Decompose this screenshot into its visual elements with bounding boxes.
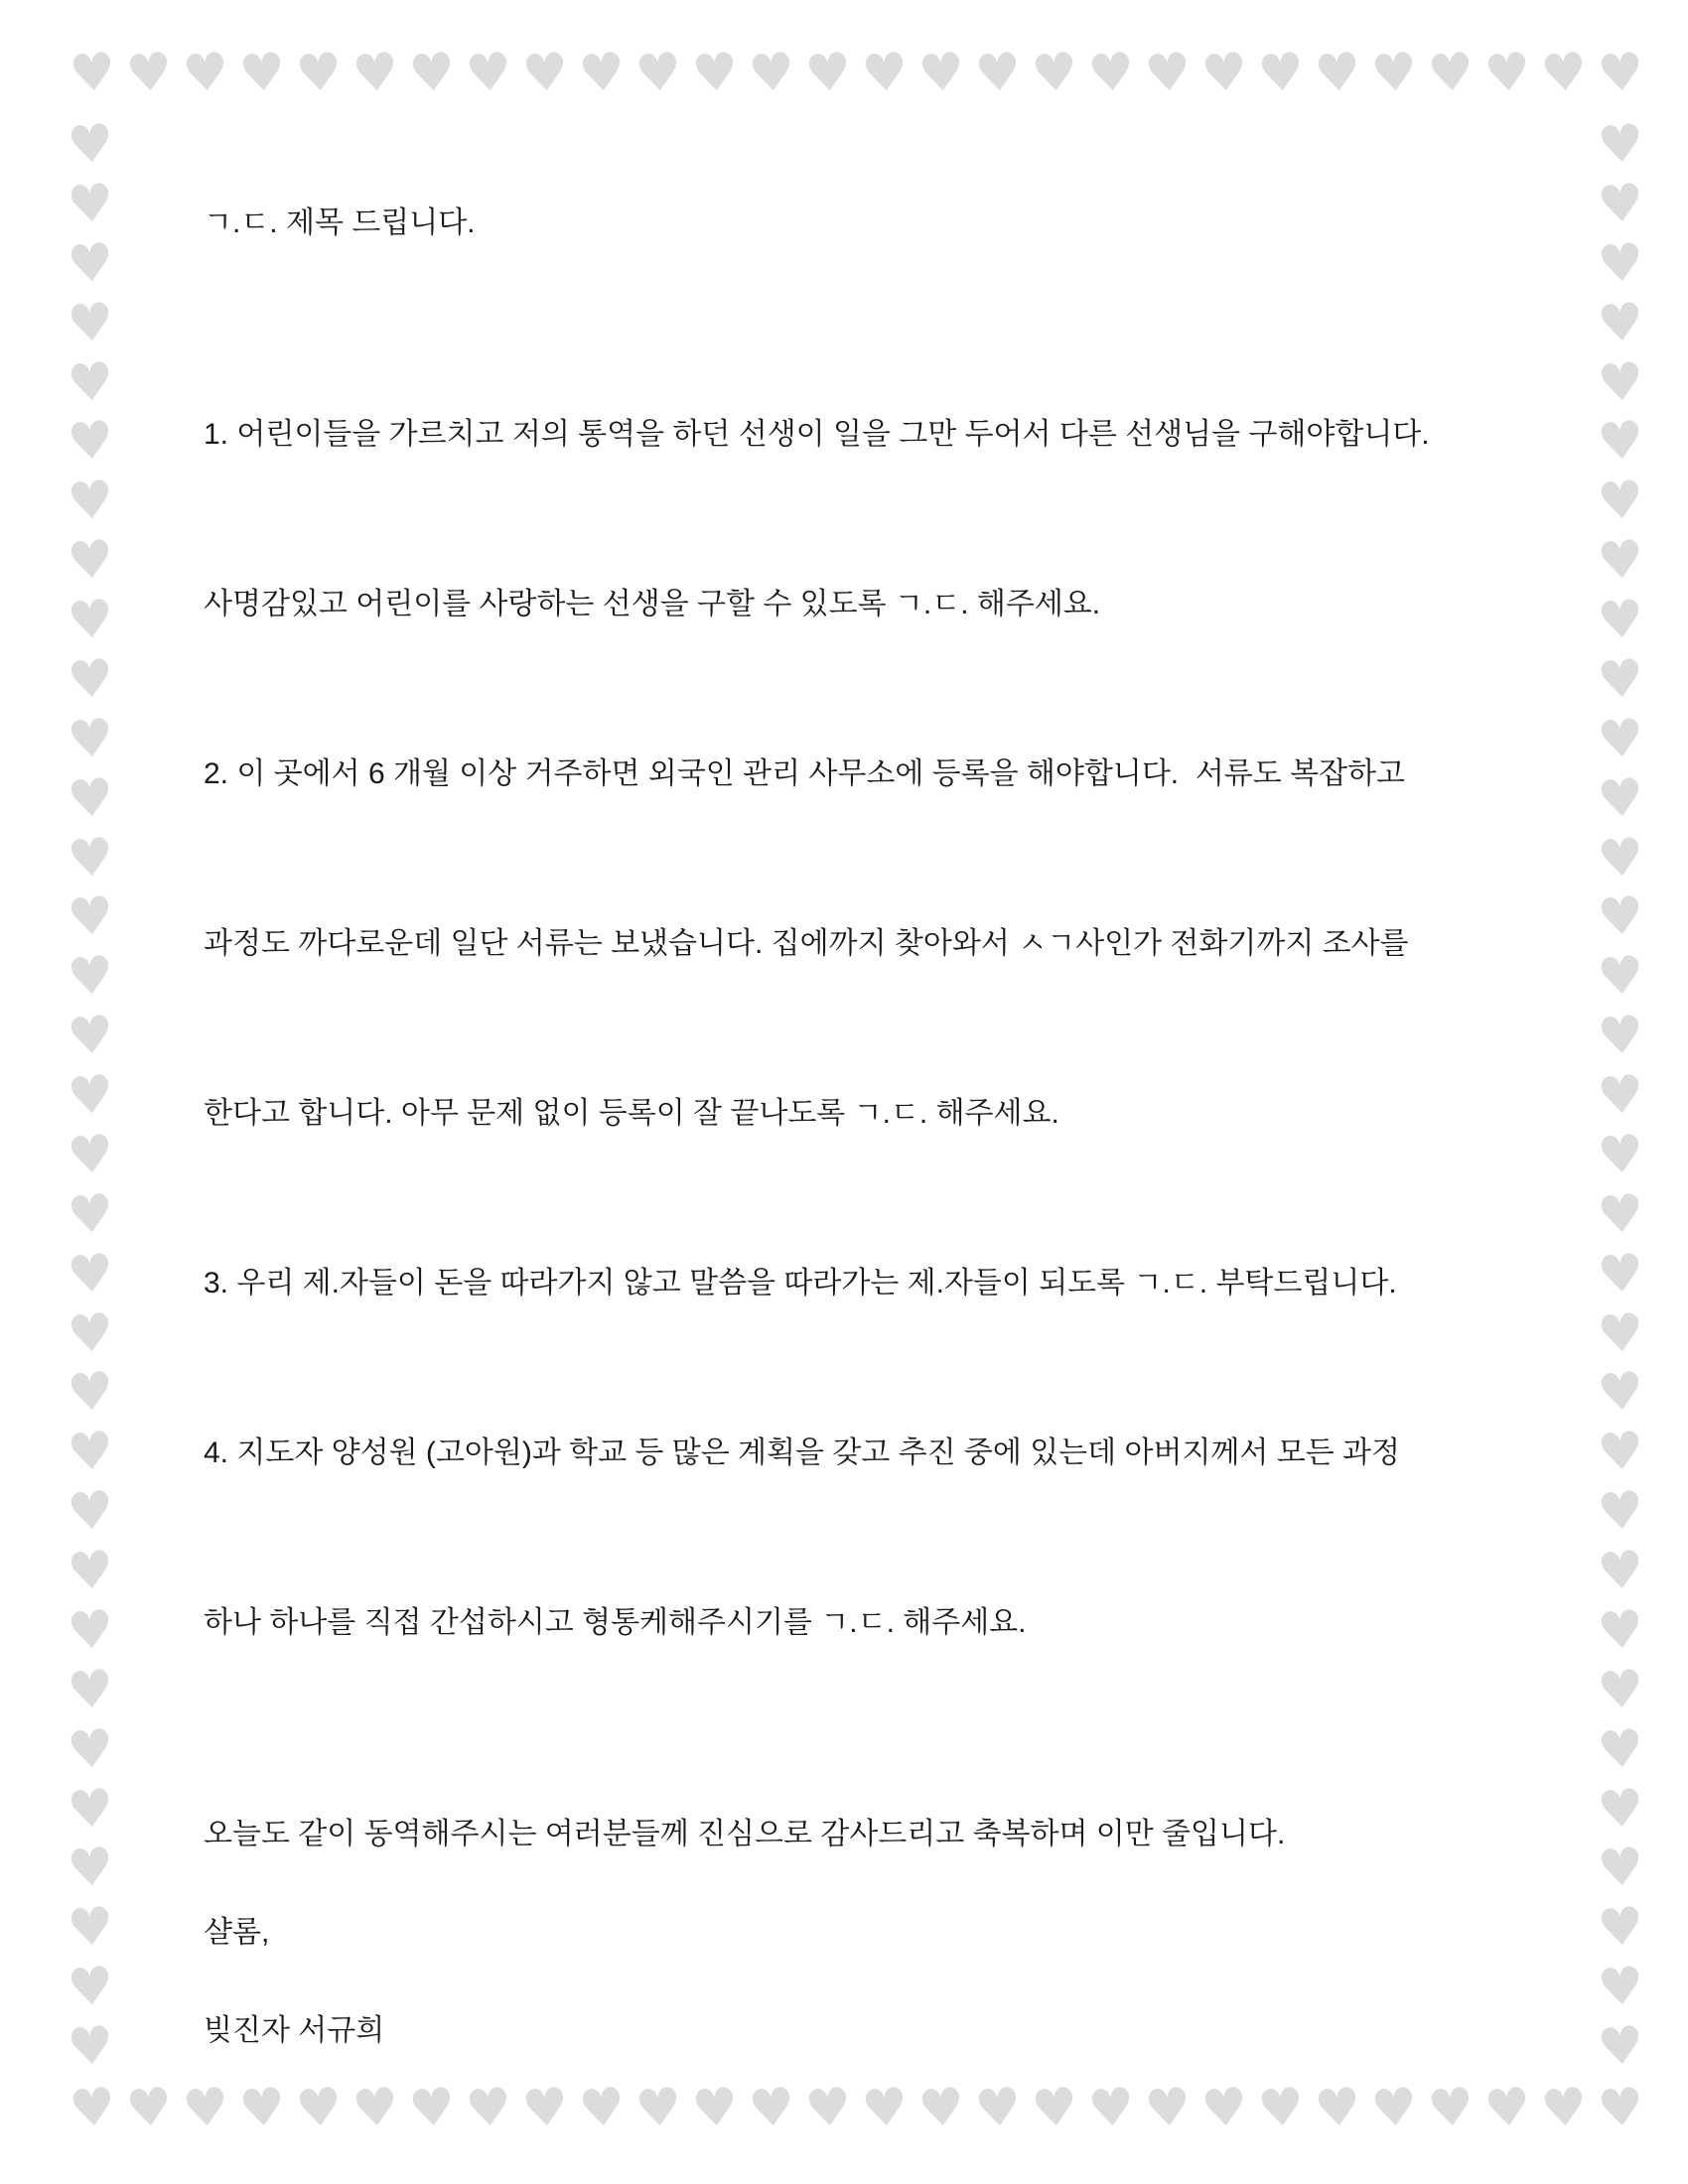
prayer-items — [204, 293, 1489, 1764]
heart-icon: ♥ — [65, 1361, 117, 1426]
heart-border-right — [1595, 113, 1647, 2079]
prayer-line: 2. 이 곳에서 6 개월 이상 거주하면 외국인 관리 사무소에 등록을 해야합니다. 서류도 복잡하고 — [204, 757, 1406, 790]
heart-icon: ♥ — [1481, 2077, 1534, 2140]
heart-icon: ♥ — [1085, 42, 1138, 105]
heart-icon: ♥ — [1595, 291, 1647, 355]
heart-icon: ♥ — [1029, 2077, 1081, 2140]
heart-icon: ♥ — [1595, 826, 1647, 890]
heart-icon: ♥ — [915, 2077, 968, 2140]
heart-icon: ♥ — [1595, 1540, 1647, 1603]
prayer-line: 과정도 까다로운데 일단 서류는 보냈습니다. 집에까지 찾아와서 ㅅㄱ사인가 전화기까지 조사를 — [204, 927, 1409, 960]
heart-icon: ♥ — [463, 42, 515, 105]
heart-icon: ♥ — [1595, 172, 1647, 236]
prayer-line: 하나 하나를 직접 간섭하시고 형통케해주시기를 ㄱ.ㄷ. 해주세요. — [204, 1606, 1027, 1639]
salutation: 샬롬, — [204, 1916, 270, 1949]
heart-icon: ♥ — [1595, 1182, 1647, 1247]
heart-icon: ♥ — [915, 42, 968, 105]
heart-icon: ♥ — [1595, 42, 1647, 105]
heart-icon: ♥ — [1595, 1361, 1647, 1426]
closing-line: 오늘도 같이 동역해주시는 여러분들께 진심으로 감사드리고 축복하며 이만 줄입니다. — [204, 1818, 1286, 1850]
heart-icon: ♥ — [1595, 1658, 1647, 1722]
letter-content — [204, 195, 1489, 2101]
heart-icon: ♥ — [65, 410, 117, 475]
heart-border-top — [67, 42, 1647, 105]
heart-icon: ♥ — [1595, 1956, 1647, 2020]
heart-icon: ♥ — [350, 42, 402, 105]
heart-icon: ♥ — [463, 2077, 515, 2140]
heart-icon: ♥ — [65, 231, 117, 296]
heart-icon: ♥ — [1538, 42, 1591, 105]
heart-icon: ♥ — [65, 945, 117, 1010]
heart-icon: ♥ — [65, 1182, 117, 1247]
heart-icon: ♥ — [67, 2077, 119, 2140]
heart-icon: ♥ — [1595, 1896, 1647, 1961]
heart-icon: ♥ — [633, 42, 685, 105]
heart-icon: ♥ — [689, 42, 742, 105]
heart-icon: ♥ — [65, 529, 117, 594]
heart-icon: ♥ — [65, 1064, 117, 1128]
heart-icon: ♥ — [65, 826, 117, 890]
heart-icon: ♥ — [1595, 589, 1647, 652]
prayer-line: 4. 지도자 양성원 (고아원)과 학교 등 많은 계획을 갖고 추진 중에 있는데 아버지께서 모든 과정 — [204, 1436, 1400, 1469]
heart-icon: ♥ — [180, 2077, 232, 2140]
heart-icon: ♥ — [1368, 2077, 1421, 2140]
heart-border-left — [65, 113, 117, 2079]
heart-icon: ♥ — [65, 291, 117, 355]
heart-icon: ♥ — [406, 2077, 459, 2140]
heart-icon: ♥ — [65, 647, 117, 712]
heart-icon: ♥ — [1595, 1301, 1647, 1366]
letter-title: ㄱ.ㄷ. 제목 드립니다. — [204, 206, 476, 239]
heart-icon: ♥ — [1595, 2015, 1647, 2079]
heart-icon: ♥ — [1595, 1480, 1647, 1545]
heart-icon: ♥ — [1595, 707, 1647, 771]
heart-icon: ♥ — [802, 2077, 855, 2140]
heart-icon: ♥ — [1595, 350, 1647, 415]
heart-icon: ♥ — [123, 42, 176, 105]
heart-icon: ♥ — [1595, 529, 1647, 594]
heart-icon: ♥ — [1595, 1242, 1647, 1306]
heart-icon: ♥ — [1142, 42, 1195, 105]
heart-icon: ♥ — [65, 172, 117, 236]
signature: 빚진자 서규희 — [204, 2014, 385, 2047]
heart-icon: ♥ — [1368, 42, 1421, 105]
heart-icon: ♥ — [1312, 2077, 1364, 2140]
heart-icon: ♥ — [1595, 766, 1647, 831]
heart-icon: ♥ — [65, 1540, 117, 1603]
heart-icon: ♥ — [576, 2077, 629, 2140]
heart-icon: ♥ — [1595, 113, 1647, 177]
heart-icon: ♥ — [859, 42, 912, 105]
heart-icon: ♥ — [633, 2077, 685, 2140]
heart-icon: ♥ — [65, 470, 117, 534]
heart-icon: ♥ — [406, 42, 459, 105]
heart-icon: ♥ — [65, 707, 117, 771]
heart-icon: ♥ — [65, 1123, 117, 1187]
heart-icon: ♥ — [972, 2077, 1025, 2140]
heart-icon: ♥ — [123, 2077, 176, 2140]
heart-icon: ♥ — [65, 1598, 117, 1663]
heart-icon: ♥ — [65, 1717, 117, 1782]
heart-icon: ♥ — [1255, 2077, 1308, 2140]
heart-icon: ♥ — [236, 2077, 289, 2140]
heart-icon: ♥ — [746, 42, 798, 105]
heart-icon: ♥ — [859, 2077, 912, 2140]
heart-icon: ♥ — [1029, 42, 1081, 105]
heart-icon: ♥ — [1425, 2077, 1477, 2140]
heart-icon: ♥ — [65, 766, 117, 831]
heart-icon: ♥ — [689, 2077, 742, 2140]
heart-icon: ♥ — [65, 886, 117, 950]
heart-icon: ♥ — [1255, 42, 1308, 105]
heart-icon: ♥ — [65, 2015, 117, 2079]
heart-icon: ♥ — [1595, 1123, 1647, 1187]
heart-icon: ♥ — [1142, 2077, 1195, 2140]
heart-icon: ♥ — [1595, 1598, 1647, 1663]
heart-icon: ♥ — [1595, 1005, 1647, 1069]
heart-icon: ♥ — [1595, 886, 1647, 950]
heart-icon: ♥ — [65, 1301, 117, 1366]
heart-icon: ♥ — [1595, 1717, 1647, 1782]
heart-icon: ♥ — [1595, 410, 1647, 475]
heart-icon: ♥ — [180, 42, 232, 105]
heart-icon: ♥ — [1198, 2077, 1251, 2140]
heart-icon: ♥ — [293, 42, 346, 105]
heart-icon: ♥ — [1595, 1064, 1647, 1128]
heart-icon: ♥ — [65, 1956, 117, 2020]
heart-icon: ♥ — [519, 42, 572, 105]
heart-icon: ♥ — [65, 1005, 117, 1069]
heart-icon: ♥ — [65, 350, 117, 415]
heart-icon: ♥ — [746, 2077, 798, 2140]
heart-icon: ♥ — [1595, 945, 1647, 1010]
heart-icon: ♥ — [1085, 2077, 1138, 2140]
heart-icon: ♥ — [65, 1480, 117, 1545]
heart-icon: ♥ — [1481, 42, 1534, 105]
heart-icon: ♥ — [1595, 647, 1647, 712]
heart-icon: ♥ — [972, 42, 1025, 105]
heart-icon: ♥ — [1595, 1777, 1647, 1842]
heart-icon: ♥ — [802, 42, 855, 105]
heart-icon: ♥ — [67, 42, 119, 105]
heart-icon: ♥ — [65, 113, 117, 177]
heart-icon: ♥ — [1425, 42, 1477, 105]
heart-icon: ♥ — [65, 1421, 117, 1485]
heart-icon: ♥ — [1595, 1421, 1647, 1485]
heart-icon: ♥ — [1312, 42, 1364, 105]
heart-icon: ♥ — [65, 1242, 117, 1306]
heart-icon: ♥ — [1595, 1837, 1647, 1901]
heart-icon: ♥ — [65, 1896, 117, 1961]
heart-icon: ♥ — [519, 2077, 572, 2140]
heart-icon: ♥ — [65, 1658, 117, 1722]
prayer-line: 한다고 합니다. 아무 문제 없이 등록이 잘 끝나도록 ㄱ.ㄷ. 해주세요. — [204, 1097, 1059, 1130]
heart-icon: ♥ — [1595, 231, 1647, 296]
heart-icon: ♥ — [65, 589, 117, 652]
heart-icon: ♥ — [65, 1777, 117, 1842]
heart-icon: ♥ — [236, 42, 289, 105]
heart-icon: ♥ — [1595, 470, 1647, 534]
prayer-line: 사명감있고 어린이를 사랑하는 선생을 구할 수 있도록 ㄱ.ㄷ. 해주세요. — [204, 588, 1101, 620]
prayer-line: 3. 우리 제.자들이 돈을 따라가지 않고 말씀을 따라가는 제.자들이 되도록 ㄱ.ㄷ. 부탁드립니다. — [204, 1267, 1397, 1299]
prayer-line: 1. 어린이들을 가르치고 저의 통역을 하던 선생이 일을 그만 두어서 다른 선생님을 구해야합니다. — [204, 418, 1430, 451]
heart-icon: ♥ — [576, 42, 629, 105]
heart-icon: ♥ — [65, 1837, 117, 1901]
heart-icon: ♥ — [293, 2077, 346, 2140]
heart-icon: ♥ — [1198, 42, 1251, 105]
heart-icon: ♥ — [1595, 2077, 1647, 2140]
heart-icon: ♥ — [1538, 2077, 1591, 2140]
heart-icon: ♥ — [350, 2077, 402, 2140]
